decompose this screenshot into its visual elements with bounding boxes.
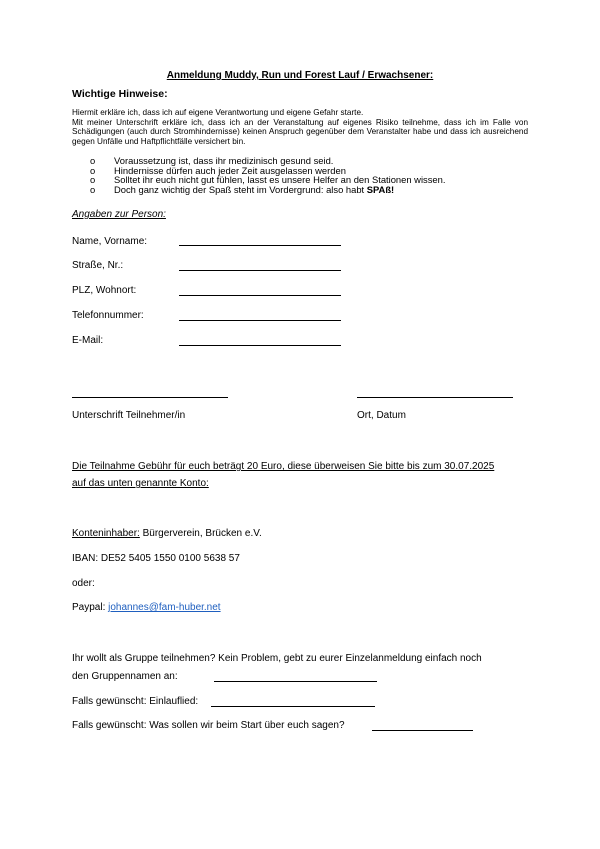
bullet-text-prefix: Doch ganz wichtig der Spaß steht im Vordergrund: also habt xyxy=(114,183,367,195)
bullet-text: Solltet ihr euch nicht gut fühlen, lasst es unsere Helfer an den Stationen wissen. xyxy=(114,174,446,186)
bullet-marker: o xyxy=(90,155,96,166)
bullet-text: Hindernisse dürfen auch jeder Zeit ausgelassen werden xyxy=(114,164,346,176)
paypal-email-link[interactable]: johannes@fam-huber.net xyxy=(108,602,221,613)
intro-line-2: Mit meiner Unterschrift erkläre ich, dass ich an der Veranstaltung auf eigenes Risiko teilnehme, dass ich im Falle von Schädigungen (auch durch Stromhindernisse) keinen Anspruch gegenüber dem Veranstalter habe und dass ich ausreichend gegen Unfälle und Haftpflichtfälle versichert bin. xyxy=(72,117,528,146)
fee-line-2: auf das unten genannte Konto: xyxy=(72,478,209,489)
list-item xyxy=(90,185,445,195)
bullet-marker: o xyxy=(90,183,96,195)
signature-line[interactable] xyxy=(72,397,228,398)
zip-city-input-line[interactable] xyxy=(179,295,341,296)
start-say-input-line[interactable] xyxy=(372,730,473,731)
signature-label: Unterschrift Teilnehmer/in xyxy=(72,410,186,421)
zip-city-label: PLZ, Wohnort: xyxy=(72,285,137,296)
document-title: Anmeldung Muddy, Run und Forest Lauf / Erwachsener: xyxy=(166,70,434,81)
name-input-line[interactable] xyxy=(179,245,341,246)
bullet-text: Voraussetzung ist, dass ihr medizinisch gesund seid. xyxy=(114,155,334,166)
street-input-line[interactable] xyxy=(179,270,341,271)
or-text: oder: xyxy=(72,578,95,589)
account-holder-label: Konteninhaber: xyxy=(72,528,140,539)
bullet-list xyxy=(90,156,445,194)
bullet-marker: o xyxy=(90,174,96,186)
group-line-2: den Gruppennamen an: xyxy=(72,671,178,682)
email-input-line[interactable] xyxy=(179,345,341,346)
iban: IBAN: DE52 5405 1550 0100 5638 57 xyxy=(72,553,240,564)
fee-line-1: Die Teilnahme Gebühr für euch beträgt 20 Euro, diese überweisen Sie bitte bis zum 30.07.2025 xyxy=(72,461,495,472)
hints-heading: Wichtige Hinweise: xyxy=(72,88,168,100)
account-holder xyxy=(72,528,262,539)
email-label: E-Mail: xyxy=(72,335,104,346)
entry-song-input-line[interactable] xyxy=(211,706,375,707)
intro-line-1: Hiermit erkläre ich, dass ich auf eigene Verantwortung und eigene Gefahr starte. xyxy=(72,108,364,117)
street-label: Straße, Nr.: xyxy=(72,260,124,271)
place-date-line[interactable] xyxy=(357,397,513,398)
phone-label: Telefonnummer: xyxy=(72,310,144,321)
bullet-text-bold: SPAß! xyxy=(366,183,395,195)
phone-input-line[interactable] xyxy=(179,320,341,321)
person-section-heading: Angaben zur Person: xyxy=(72,209,166,220)
account-holder-value: Bürgerverein, Brücken e.V. xyxy=(139,528,262,539)
bullet-marker: o xyxy=(90,164,96,176)
start-say-label: Falls gewünscht: Was sollen wir beim Start über euch sagen? xyxy=(72,720,345,731)
group-name-input-line[interactable] xyxy=(214,681,377,682)
name-label: Name, Vorname: xyxy=(72,236,148,247)
place-date-label: Ort, Datum xyxy=(357,410,406,421)
paypal xyxy=(72,602,221,613)
paypal-label: Paypal: xyxy=(72,602,109,613)
entry-song-label: Falls gewünscht: Einlauflied: xyxy=(72,696,199,707)
group-line-1: Ihr wollt als Gruppe teilnehmen? Kein Problem, gebt zu eurer Einzelanmeldung einfach noch xyxy=(72,653,482,664)
bullet-text xyxy=(114,185,394,195)
intro-text xyxy=(72,108,528,146)
